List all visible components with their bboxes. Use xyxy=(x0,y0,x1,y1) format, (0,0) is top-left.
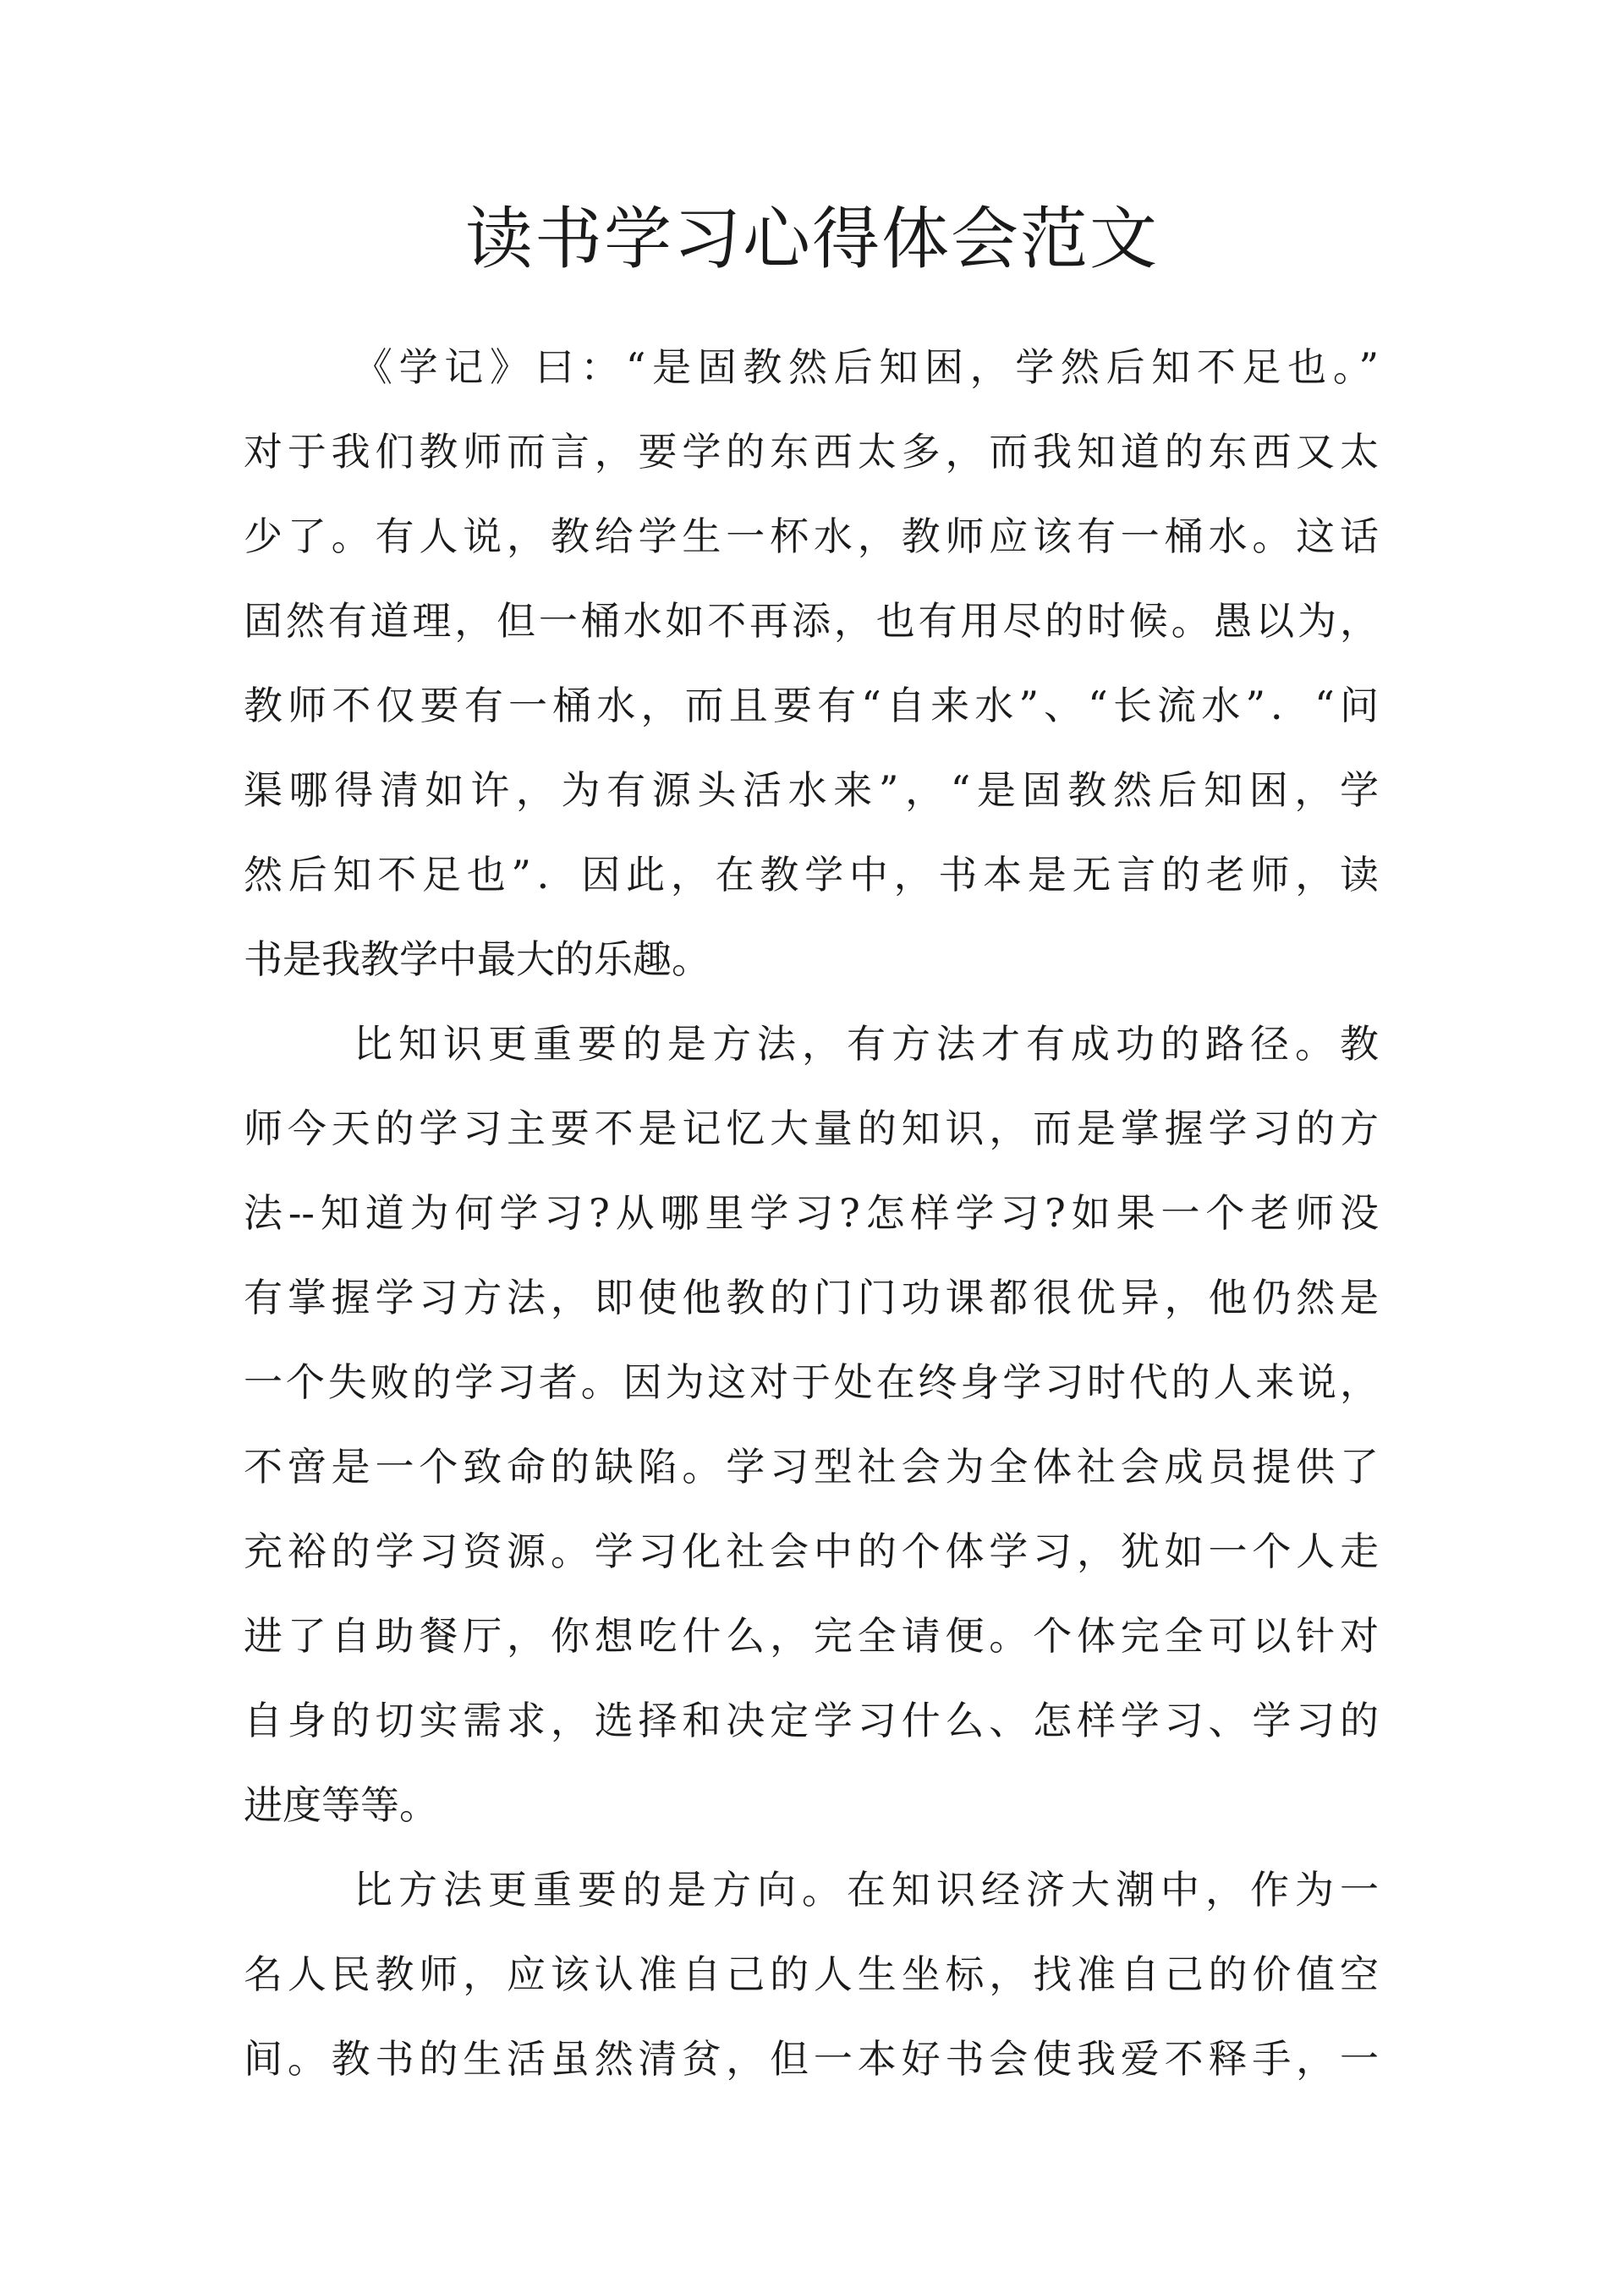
paragraph-2 xyxy=(244,1002,1379,1847)
document-body xyxy=(244,325,1379,2101)
paragraph-2-line-9: 自身的切实需求，选择和决定学习什么、怎样学习、学习的 xyxy=(244,1698,1379,1743)
paragraph-1-line-8: 书是我教学中最大的乐趣。 xyxy=(244,936,710,982)
paragraph-2-line-6: 不啻是一个致命的缺陷。学习型社会为全体社会成员提供了 xyxy=(244,1444,1379,1490)
paragraph-1-line-5: 教师不仅要有一桶水，而且要有“自来水”、“长流水”．“问 xyxy=(244,683,1379,728)
paragraph-3 xyxy=(244,1847,1379,2101)
paragraph-1-line-3: 少了。有人说，教给学生一杯水，教师应该有一桶水。这话 xyxy=(244,513,1379,559)
paragraph-1-line-6: 渠哪得清如许，为有源头活水来”，“是固教然后知困，学 xyxy=(244,767,1379,813)
paragraph-3-line-3: 间。教书的生活虽然清贫，但一本好书会使我爱不释手，一 xyxy=(244,2036,1379,2082)
paragraph-2-line-1: 比知识更重要的是方法，有方法才有成功的路径。教 xyxy=(354,1021,1379,1067)
paragraph-1-line-7: 然后知不足也”．因此，在教学中，书本是无言的老师，读 xyxy=(244,852,1379,897)
paragraph-1-line-2: 对于我们教师而言，要学的东西太多，而我知道的东西又太 xyxy=(244,429,1379,475)
paragraph-3-line-1: 比方法更重要的是方向。在知识经济大潮中，作为一 xyxy=(354,1867,1379,1913)
paragraph-2-line-10: 进度等等。 xyxy=(244,1782,438,1828)
paragraph-2-line-7: 充裕的学习资源。学习化社会中的个体学习，犹如一个人走 xyxy=(244,1528,1379,1574)
paragraph-2-line-5: 一个失败的学习者。因为这对于处在终身学习时代的人来说， xyxy=(244,1359,1379,1405)
paragraph-2-line-8: 进了自助餐厅，你想吃什么，完全请便。个体完全可以针对 xyxy=(244,1613,1379,1659)
paragraph-1-line-1: 《学记》曰：“是固教然后知困，学然后知不足也。” xyxy=(354,344,1379,390)
paragraph-2-line-3: 法--知道为何学习?从哪里学习?怎样学习?如果一个老师没 xyxy=(244,1190,1379,1236)
paragraph-1-line-4: 固然有道理，但一桶水如不再添，也有用尽的时候。愚以为， xyxy=(244,598,1379,644)
paragraph-1 xyxy=(244,325,1379,1002)
paragraph-2-line-4: 有掌握学习方法，即使他教的门门功课都很优异，他仍然是 xyxy=(244,1275,1379,1320)
paragraph-2-line-2: 师今天的学习主要不是记忆大量的知识，而是掌握学习的方 xyxy=(244,1106,1379,1151)
paragraph-3-line-2: 名人民教师，应该认准自己的人生坐标，找准自己的价值空 xyxy=(244,1951,1379,1997)
document-title: 读书学习心得体会范文 xyxy=(465,200,1159,278)
